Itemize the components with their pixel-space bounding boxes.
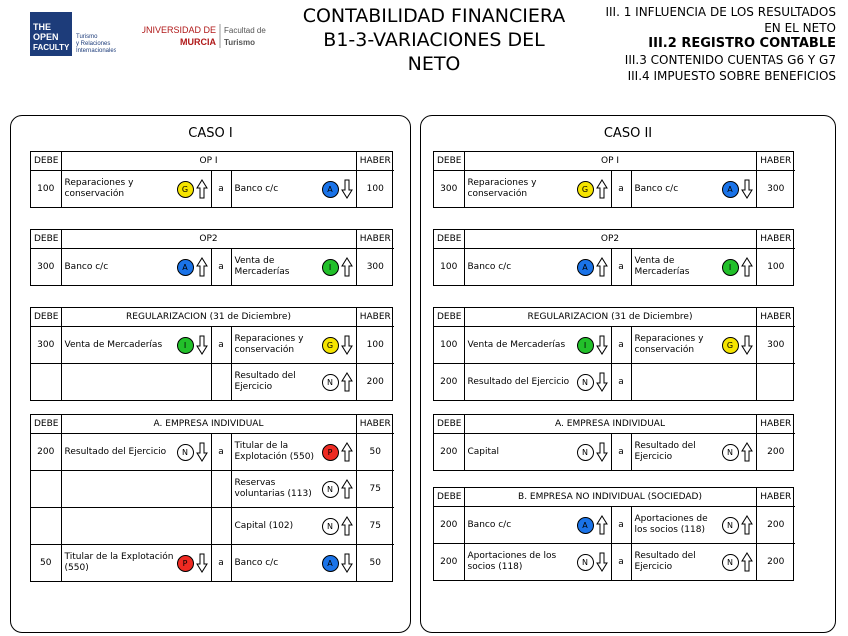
debe-amount: 200: [434, 507, 464, 544]
category-circle-icon: N: [322, 374, 339, 391]
debit-account: [61, 327, 211, 364]
account-indicator: [577, 552, 608, 572]
account-name: Reparaciones y conservación: [234, 334, 304, 355]
table-header-row: [31, 415, 394, 434]
entry-title: B. EMPRESA NO INDIVIDUAL (SOCIEDAD): [464, 488, 756, 507]
arrow-up-icon: [341, 442, 353, 462]
debit-account: [61, 171, 211, 208]
logo-text-3: FACULTY: [33, 43, 70, 52]
table-header-row: [31, 230, 394, 249]
debit-account: [464, 249, 611, 286]
debit-account: [61, 471, 211, 508]
universidad-murcia-logo: [142, 22, 292, 50]
arrow-up-icon: [341, 479, 353, 499]
credit-account: [631, 171, 756, 208]
credit-account: [231, 364, 356, 401]
debe-amount: 50: [31, 545, 61, 582]
journal-entry-table: [433, 229, 794, 286]
debit-account: [464, 434, 611, 471]
category-circle-icon: N: [577, 374, 594, 391]
account-name: Banco c/c: [634, 183, 679, 194]
debe-amount: 300: [31, 327, 61, 364]
category-circle-icon: A: [577, 517, 594, 534]
journal-row: [434, 327, 795, 364]
account-name: Capital (102): [234, 520, 294, 531]
debe-amount: 300: [434, 171, 464, 208]
logo-text-2: OPEN: [33, 32, 59, 42]
account-indicator: [322, 479, 353, 499]
category-circle-icon: A: [322, 181, 339, 198]
account-name: Banco c/c: [234, 557, 279, 568]
category-circle-icon: G: [322, 337, 339, 354]
debit-account: [61, 545, 211, 582]
haber-amount: 200: [756, 434, 795, 471]
arrow-up-icon: [341, 372, 353, 392]
account-name: Reparaciones y conservación: [64, 178, 134, 199]
arrow-up-icon: [741, 442, 753, 462]
haber-amount: 300: [756, 327, 795, 364]
debe-header: DEBE: [434, 152, 464, 171]
arrow-down-icon: [341, 553, 353, 573]
a-separator: a: [211, 434, 231, 471]
haber-amount: 75: [356, 471, 394, 508]
a-separator: a: [611, 171, 631, 208]
category-circle-icon: I: [177, 337, 194, 354]
account-name: Resultado del Ejercicio: [634, 441, 696, 462]
journal-row: [434, 544, 795, 581]
account-indicator: [577, 515, 608, 535]
page-title: CONTABILIDAD FINANCIERA B1-3-VARIACIONES DEL NETO: [302, 5, 566, 75]
a-separator: a: [611, 364, 631, 401]
credit-account: [231, 327, 356, 364]
logo-text-1: THE: [33, 22, 51, 32]
account-indicator: [177, 335, 208, 355]
account-indicator: [322, 372, 353, 392]
haber-header: HABER: [756, 230, 795, 249]
account-name: Aportaciones de los socios (118): [467, 551, 557, 572]
entry-title: OP2: [464, 230, 756, 249]
a-separator: [211, 508, 231, 545]
account-name: Banco c/c: [234, 183, 279, 194]
a-separator: a: [611, 544, 631, 581]
category-circle-icon: P: [322, 444, 339, 461]
account-name: Reparaciones y conservación: [634, 334, 704, 355]
category-circle-icon: N: [177, 444, 194, 461]
svg-text:UNIVERSIDAD DE: UNIVERSIDAD DE: [142, 25, 216, 35]
logo-text-6: Internacionales: [76, 48, 116, 54]
journal-row: [434, 249, 795, 286]
haber-header: HABER: [756, 152, 795, 171]
debe-amount: [31, 471, 61, 508]
credit-account: [631, 507, 756, 544]
account-indicator: [577, 442, 608, 462]
table-header-row: [31, 308, 394, 327]
table-header-row: [31, 152, 394, 171]
haber-amount: 300: [356, 249, 394, 286]
arrow-up-icon: [596, 257, 608, 277]
journal-entry-table: [433, 307, 794, 401]
journal-row: [31, 364, 394, 401]
account-indicator: [722, 335, 753, 355]
debe-header: DEBE: [434, 488, 464, 507]
journal-row: [434, 507, 795, 544]
arrow-up-icon: [596, 179, 608, 199]
debit-account: [464, 507, 611, 544]
account-name: Resultado del Ejercicio: [234, 371, 296, 392]
entry-title: REGULARIZACION (31 de Diciembre): [61, 308, 356, 327]
debit-account: [61, 364, 211, 401]
category-circle-icon: A: [577, 259, 594, 276]
category-circle-icon: I: [722, 259, 739, 276]
account-name: Venta de Mercaderías: [634, 256, 690, 277]
svg-text:MURCIA: MURCIA: [180, 37, 216, 47]
credit-account: [631, 249, 756, 286]
entry-title: REGULARIZACION (31 de Diciembre): [464, 308, 756, 327]
a-separator: [211, 364, 231, 401]
credit-account: [231, 434, 356, 471]
account-name: Resultado del Ejercicio: [467, 376, 570, 387]
svg-text:Facultad de: Facultad de: [224, 26, 266, 35]
arrow-up-icon: [596, 515, 608, 535]
a-separator: a: [211, 545, 231, 582]
category-circle-icon: I: [322, 259, 339, 276]
debe-amount: 200: [31, 434, 61, 471]
arrow-up-icon: [196, 179, 208, 199]
journal-row: [434, 434, 795, 471]
category-circle-icon: G: [177, 181, 194, 198]
journal-row: [31, 508, 394, 545]
a-separator: a: [611, 507, 631, 544]
haber-amount: 75: [356, 508, 394, 545]
haber-header: HABER: [356, 308, 394, 327]
credit-account: [231, 508, 356, 545]
debe-amount: [31, 508, 61, 545]
haber-amount: 50: [356, 434, 394, 471]
account-indicator: [322, 179, 353, 199]
open-faculty-logo: [30, 12, 116, 56]
entry-title: OP I: [464, 152, 756, 171]
table-header-row: [434, 488, 795, 507]
account-indicator: [322, 257, 353, 277]
debe-header: DEBE: [31, 152, 61, 171]
debit-account: [464, 364, 611, 401]
debit-account: [61, 249, 211, 286]
arrow-down-icon: [596, 335, 608, 355]
credit-account: [631, 434, 756, 471]
debe-amount: 100: [31, 171, 61, 208]
account-indicator: [322, 516, 353, 536]
account-indicator: [722, 552, 753, 572]
logo-text-5: y Relaciones: [76, 41, 111, 47]
account-name: Venta de Mercaderías: [64, 339, 163, 350]
account-name: Banco c/c: [467, 519, 512, 530]
haber-amount: 100: [756, 249, 795, 286]
haber-header: HABER: [356, 230, 394, 249]
haber-header: HABER: [756, 415, 795, 434]
journal-row: [31, 171, 394, 208]
account-name: Titular de la Explotación (550): [234, 441, 314, 462]
journal-row: [434, 364, 795, 401]
haber-amount: 200: [356, 364, 394, 401]
account-name: Reservas voluntarias (113): [234, 478, 312, 499]
entry-title: A. EMPRESA INDIVIDUAL: [464, 415, 756, 434]
journal-entry-table: [433, 151, 794, 208]
account-indicator: [722, 257, 753, 277]
arrow-down-icon: [196, 553, 208, 573]
account-indicator: [722, 442, 753, 462]
debe-header: DEBE: [434, 308, 464, 327]
account-indicator: [177, 257, 208, 277]
journal-row: [434, 171, 795, 208]
credit-account: [631, 327, 756, 364]
account-indicator: [322, 553, 353, 573]
arrow-down-icon: [596, 372, 608, 392]
credit-account: [231, 171, 356, 208]
account-name: Banco c/c: [467, 261, 512, 272]
debe-amount: 300: [31, 249, 61, 286]
debe-header: DEBE: [31, 415, 61, 434]
journal-entry-table: [30, 307, 393, 401]
journal-entry-table: [30, 229, 393, 286]
journal-entry-table: [30, 414, 393, 582]
journal-row: [31, 249, 394, 286]
arrow-down-icon: [741, 179, 753, 199]
haber-amount: 200: [756, 507, 795, 544]
entry-title: OP2: [61, 230, 356, 249]
account-name: Resultado del Ejercicio: [634, 551, 696, 572]
logo-text-4: Turismo: [76, 34, 98, 40]
arrow-down-icon: [741, 335, 753, 355]
journal-entry-table: [433, 487, 794, 581]
debit-account: [61, 508, 211, 545]
haber-amount: 100: [356, 327, 394, 364]
credit-account: [631, 364, 756, 401]
haber-amount: 300: [756, 171, 795, 208]
journal-row: [31, 545, 394, 582]
debit-account: [61, 434, 211, 471]
debe-amount: 200: [434, 544, 464, 581]
arrow-up-icon: [741, 552, 753, 572]
category-circle-icon: N: [322, 518, 339, 535]
category-circle-icon: A: [177, 259, 194, 276]
arrow-down-icon: [341, 335, 353, 355]
haber-header: HABER: [356, 152, 394, 171]
arrow-down-icon: [341, 179, 353, 199]
haber-header: HABER: [756, 488, 795, 507]
debe-amount: 200: [434, 434, 464, 471]
table-header-row: [434, 415, 795, 434]
credit-account: [231, 249, 356, 286]
arrow-down-icon: [196, 335, 208, 355]
account-indicator: [177, 553, 208, 573]
debe-header: DEBE: [434, 230, 464, 249]
account-indicator: [177, 179, 208, 199]
debit-account: [464, 171, 611, 208]
credit-account: [231, 545, 356, 582]
journal-entry-table: [30, 151, 393, 208]
category-circle-icon: A: [322, 555, 339, 572]
account-indicator: [577, 179, 608, 199]
caso2-title: CASO II: [603, 126, 653, 141]
category-circle-icon: A: [722, 181, 739, 198]
debe-amount: [31, 364, 61, 401]
account-name: Resultado del Ejercicio: [64, 446, 167, 457]
haber-header: HABER: [356, 415, 394, 434]
debit-account: [464, 544, 611, 581]
journal-row: [31, 434, 394, 471]
category-circle-icon: N: [722, 444, 739, 461]
category-circle-icon: N: [577, 444, 594, 461]
credit-account: [231, 471, 356, 508]
section-index: III. 1 INFLUENCIA DE LOS RESULTADOS EN EL NETO III.2 REGISTRO CONTABLE III.3 CONTENIDO CUENTAS G6 Y G7 III.4 IMPUESTO SOBRE BENEFICIOS: [605, 5, 836, 83]
entry-title: OP I: [61, 152, 356, 171]
haber-header: HABER: [756, 308, 795, 327]
category-circle-icon: G: [577, 181, 594, 198]
haber-amount: 200: [756, 544, 795, 581]
arrow-down-icon: [596, 552, 608, 572]
haber-amount: 50: [356, 545, 394, 582]
category-circle-icon: N: [577, 554, 594, 571]
debe-header: DEBE: [434, 415, 464, 434]
a-separator: a: [611, 327, 631, 364]
account-name: Venta de Mercaderías: [467, 339, 566, 350]
category-circle-icon: I: [577, 337, 594, 354]
a-separator: a: [211, 171, 231, 208]
debe-amount: 100: [434, 249, 464, 286]
journal-row: [31, 327, 394, 364]
account-indicator: [577, 335, 608, 355]
table-header-row: [434, 308, 795, 327]
arrow-up-icon: [741, 257, 753, 277]
category-circle-icon: N: [322, 481, 339, 498]
journal-row: [31, 471, 394, 508]
account-indicator: [722, 179, 753, 199]
credit-account: [631, 544, 756, 581]
a-separator: a: [611, 434, 631, 471]
haber-amount: [756, 364, 795, 401]
journal-entry-table: [433, 414, 794, 471]
arrow-down-icon: [196, 442, 208, 462]
debe-amount: 200: [434, 364, 464, 401]
caso1-title: CASO I: [188, 126, 233, 141]
debe-header: DEBE: [31, 230, 61, 249]
table-header-row: [434, 152, 795, 171]
a-separator: a: [211, 249, 231, 286]
account-name: Venta de Mercaderías: [234, 256, 290, 277]
a-separator: a: [211, 327, 231, 364]
account-name: Banco c/c: [64, 261, 109, 272]
entry-title: A. EMPRESA INDIVIDUAL: [61, 415, 356, 434]
account-indicator: [722, 515, 753, 535]
debit-account: [464, 327, 611, 364]
a-separator: [211, 471, 231, 508]
account-name: Reparaciones y conservación: [467, 178, 537, 199]
table-header-row: [434, 230, 795, 249]
account-indicator: [322, 442, 353, 462]
arrow-up-icon: [196, 257, 208, 277]
account-name: Aportaciones de los socios (118): [634, 514, 708, 535]
debe-amount: 100: [434, 327, 464, 364]
category-circle-icon: P: [177, 555, 194, 572]
category-circle-icon: G: [722, 337, 739, 354]
category-circle-icon: N: [722, 554, 739, 571]
account-indicator: [322, 335, 353, 355]
svg-text:Turismo: Turismo: [224, 38, 255, 47]
account-name: Titular de la Explotación (550): [64, 552, 174, 573]
debe-header: DEBE: [31, 308, 61, 327]
account-indicator: [577, 372, 608, 392]
account-indicator: [577, 257, 608, 277]
account-name: Capital: [467, 446, 500, 457]
haber-amount: 100: [356, 171, 394, 208]
arrow-up-icon: [341, 516, 353, 536]
arrow-down-icon: [596, 442, 608, 462]
category-circle-icon: N: [722, 517, 739, 534]
account-indicator: [177, 442, 208, 462]
arrow-up-icon: [741, 515, 753, 535]
arrow-up-icon: [341, 257, 353, 277]
a-separator: a: [611, 249, 631, 286]
